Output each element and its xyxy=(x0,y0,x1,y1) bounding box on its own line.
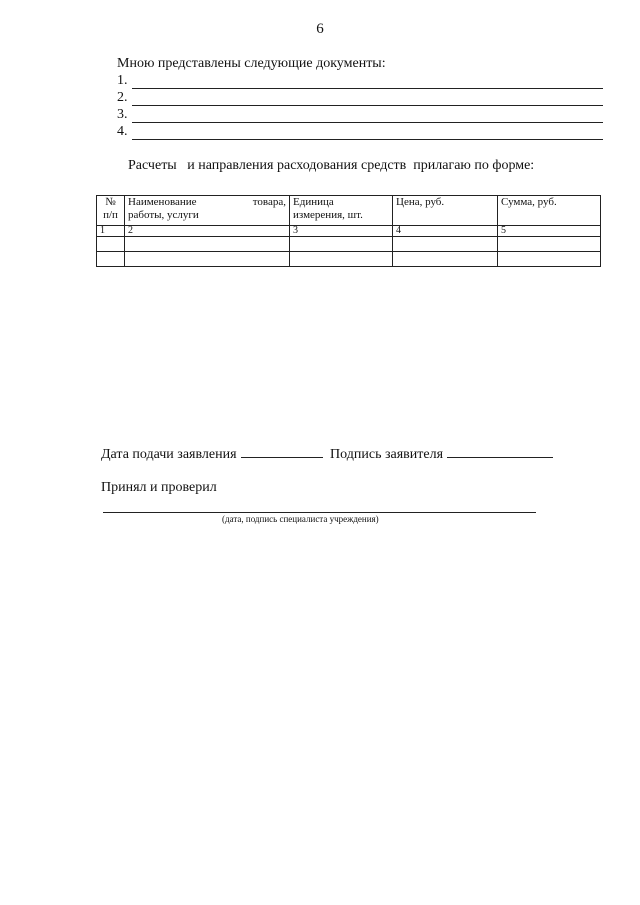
document-line-number: 2. xyxy=(117,90,128,105)
column-number-cell: 3 xyxy=(290,226,393,237)
table-cell[interactable] xyxy=(290,252,393,267)
header-text: измерения, шт. xyxy=(293,209,363,221)
documents-intro: Мною представлены следующие документы: xyxy=(117,56,386,71)
header-text: Единица xyxy=(293,196,334,208)
fill-in-line xyxy=(132,88,603,89)
fill-in-line xyxy=(132,139,603,140)
table-cell[interactable] xyxy=(125,252,290,267)
document-line-number: 3. xyxy=(117,107,128,122)
expense-table xyxy=(96,195,601,267)
document-line-3 xyxy=(117,107,603,124)
document-line-2 xyxy=(117,90,603,107)
column-number-cell: 5 xyxy=(498,226,601,237)
header-text: Наименование товара, xyxy=(128,196,286,208)
applicant-signature-label: Подпись заявителя xyxy=(330,447,444,462)
page-number: 6 xyxy=(316,21,324,37)
specialist-signature-line xyxy=(103,512,536,513)
header-cell-sum xyxy=(498,196,601,226)
document-line-1 xyxy=(117,73,603,90)
submission-date-label: Дата подачи заявления xyxy=(101,447,237,462)
column-number-cell: 2 xyxy=(125,226,290,237)
document-line-number: 4. xyxy=(117,124,128,139)
table-cell[interactable] xyxy=(97,252,125,267)
table-cell[interactable] xyxy=(97,237,125,252)
signature-row xyxy=(101,444,553,463)
header-cell-number xyxy=(97,196,125,226)
calculation-statement: Расчеты и направления расходования средств прилагаю по форме: xyxy=(128,158,535,173)
document-line-4 xyxy=(117,124,603,141)
table-cell[interactable] xyxy=(498,252,601,267)
column-number-cell: 1 xyxy=(97,226,125,237)
column-number-cell: 4 xyxy=(393,226,498,237)
header-cell-unit xyxy=(290,196,393,226)
accepted-label: Принял и проверил xyxy=(101,480,217,495)
table-cell[interactable] xyxy=(393,252,498,267)
header-cell-price xyxy=(393,196,498,226)
table-cell[interactable] xyxy=(290,237,393,252)
header-text: п/п xyxy=(103,209,118,221)
header-text: Сумма, руб. xyxy=(501,196,557,208)
column-number-row xyxy=(97,226,601,237)
header-text: Цена, руб. xyxy=(396,196,445,208)
fill-in-line xyxy=(132,105,603,106)
table-header-row xyxy=(97,196,601,226)
header-text: работы, услуги xyxy=(128,209,199,221)
applicant-signature-blank xyxy=(447,444,553,458)
table-row xyxy=(97,237,601,252)
submission-date-blank xyxy=(241,444,323,458)
header-text: № xyxy=(105,196,116,208)
table-cell[interactable] xyxy=(393,237,498,252)
specialist-signature-caption: (дата, подпись специалиста учреждения) xyxy=(222,514,379,524)
document-line-number: 1. xyxy=(117,73,128,88)
header-cell-name xyxy=(125,196,290,226)
table-row xyxy=(97,252,601,267)
table-cell[interactable] xyxy=(498,237,601,252)
fill-in-line xyxy=(132,122,603,123)
table-cell[interactable] xyxy=(125,237,290,252)
